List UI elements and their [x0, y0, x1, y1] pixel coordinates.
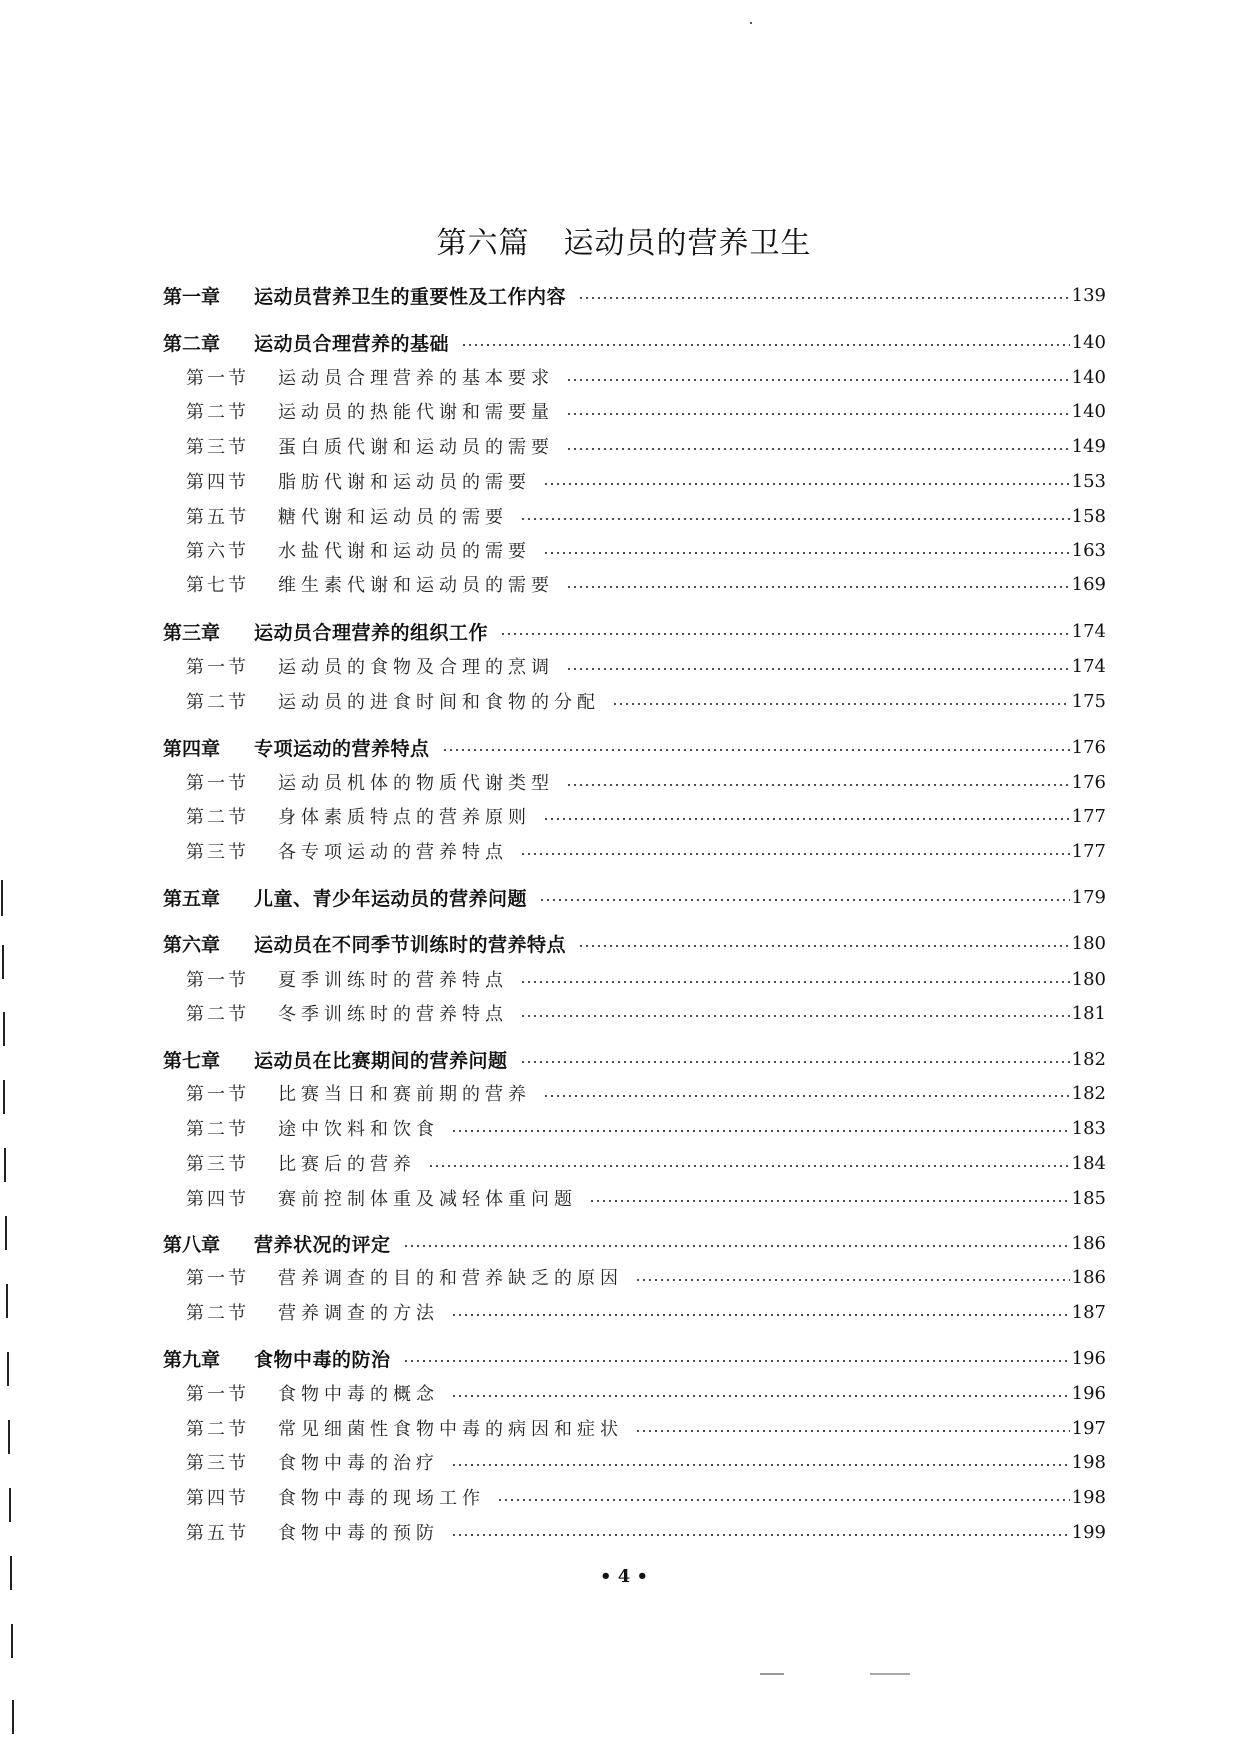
page-number: 176	[1071, 736, 1106, 758]
section-label: 第三节	[186, 842, 249, 863]
section-label: 第一节	[186, 1384, 249, 1405]
section-label: 第五节	[186, 1523, 249, 1544]
toc-section-row[interactable]	[0, 1299, 1248, 1325]
dot-leader	[500, 633, 1070, 635]
toc-section-row[interactable]	[0, 1150, 1248, 1176]
margin-mark	[9, 1488, 11, 1522]
page-number: 158	[1071, 505, 1106, 527]
scan-speck	[870, 1673, 910, 1675]
dot-leader	[566, 784, 1070, 786]
page-number: 185	[1071, 1187, 1106, 1209]
dot-leader	[566, 668, 1070, 670]
chapter-label: 第一章	[163, 285, 221, 308]
section-title: 身体素质特点的营养原则	[278, 807, 531, 828]
section-label: 第三节	[186, 1154, 249, 1175]
section-title: 蛋白质代谢和运动员的需要	[278, 437, 554, 458]
dot-leader	[451, 1464, 1070, 1466]
section-label: 第四节	[186, 472, 249, 493]
chapter-label: 第九章	[163, 1348, 221, 1371]
page-number-footer: • 4 •	[599, 1566, 649, 1587]
section-label: 第三节	[186, 1453, 249, 1474]
section-label: 第六节	[186, 541, 249, 562]
dot-leader	[497, 1499, 1070, 1501]
toc-section-row[interactable]	[0, 1519, 1248, 1545]
page-number: 183	[1071, 1117, 1106, 1139]
margin-mark	[11, 1624, 13, 1658]
toc-section-row[interactable]	[0, 433, 1248, 459]
chapter-title: 运动员合理营养的基础	[254, 332, 450, 355]
section-title: 食物中毒的治疗	[278, 1453, 439, 1474]
page-number: 186	[1071, 1232, 1106, 1254]
section-label: 第四节	[186, 1189, 249, 1210]
margin-mark	[4, 1148, 6, 1182]
dot-leader	[566, 379, 1070, 381]
page-number: 169	[1071, 573, 1106, 595]
page-number: 186	[1071, 1266, 1106, 1288]
section-title: 糖代谢和运动员的需要	[278, 507, 508, 528]
page-number: 175	[1071, 690, 1106, 712]
chapter-title: 食物中毒的防治	[254, 1348, 391, 1371]
section-label: 第一节	[186, 970, 249, 991]
section-title: 食物中毒的概念	[278, 1384, 439, 1405]
toc-section-row[interactable]	[0, 364, 1248, 390]
toc-chapter-row[interactable]	[0, 884, 1248, 910]
chapter-label: 第二章	[163, 332, 221, 355]
page-number: 197	[1071, 1417, 1106, 1439]
toc-section-row[interactable]	[0, 1000, 1248, 1026]
section-title: 常见细菌性食物中毒的病因和症状	[278, 1419, 623, 1440]
chapter-label: 第三章	[163, 621, 221, 644]
dot-leader	[612, 703, 1070, 705]
margin-mark	[3, 1012, 5, 1046]
toc-section-row[interactable]	[0, 1115, 1248, 1141]
dot-leader	[566, 413, 1070, 415]
page-number: 181	[1071, 1002, 1106, 1024]
section-title: 赛前控制体重及减轻体重问题	[278, 1189, 577, 1210]
toc-chapter-row[interactable]	[0, 930, 1248, 956]
section-label: 第二节	[186, 807, 249, 828]
dot-leader	[520, 981, 1070, 983]
toc-section-row[interactable]	[0, 1185, 1248, 1211]
page-number: 199	[1071, 1521, 1106, 1543]
toc-section-row[interactable]	[0, 966, 1248, 992]
toc-section-row[interactable]	[0, 398, 1248, 424]
page-number: 198	[1071, 1451, 1106, 1473]
page-number: 179	[1071, 886, 1106, 908]
section-title: 运动员合理营养的基本要求	[278, 368, 554, 389]
page-number: 176	[1071, 771, 1106, 793]
chapter-label: 第八章	[163, 1233, 221, 1256]
section-label: 第一节	[186, 1268, 249, 1289]
dot-leader	[461, 344, 1070, 346]
toc-chapter-row[interactable]	[0, 1046, 1248, 1072]
dot-leader	[451, 1534, 1070, 1536]
chapter-title: 运动员合理营养的组织工作	[254, 621, 489, 644]
margin-mark	[7, 1352, 9, 1386]
page-number: 174	[1071, 655, 1106, 677]
dot-leader	[578, 297, 1070, 299]
toc-section-row[interactable]	[0, 1415, 1248, 1441]
section-label: 第二节	[186, 1119, 249, 1140]
chapter-label: 第五章	[163, 887, 221, 910]
page-number: 163	[1071, 539, 1106, 561]
section-title: 比赛后的营养	[278, 1154, 416, 1175]
margin-mark	[2, 945, 4, 979]
section-title: 食物中毒的现场工作	[278, 1488, 485, 1509]
dot-leader	[566, 586, 1070, 588]
section-title: 运动员的热能代谢和需要量	[278, 402, 554, 423]
page-number: 180	[1071, 968, 1106, 990]
chapter-label: 第四章	[163, 737, 221, 760]
dot-leader	[520, 518, 1070, 520]
section-title: 各专项运动的营养特点	[278, 842, 508, 863]
section-title: 夏季训练时的营养特点	[278, 970, 508, 991]
page-number: 182	[1071, 1082, 1106, 1104]
toc-chapter-row[interactable]	[0, 329, 1248, 355]
dot-leader	[635, 1430, 1070, 1432]
dot-leader	[520, 1061, 1070, 1063]
page-number: 177	[1071, 840, 1106, 862]
dot-leader	[543, 552, 1070, 554]
page-number: 140	[1071, 400, 1106, 422]
section-label: 第一节	[186, 368, 249, 389]
chapter-title: 运动员在不同季节训练时的营养特点	[254, 933, 567, 956]
section-label: 第一节	[186, 773, 249, 794]
page-number: 149	[1071, 435, 1106, 457]
page-number: 153	[1071, 470, 1106, 492]
margin-mark	[6, 1284, 8, 1318]
dot-leader	[451, 1130, 1070, 1132]
chapter-title: 营养状况的评定	[254, 1233, 391, 1256]
section-title: 营养调查的方法	[278, 1303, 439, 1324]
scan-speck	[760, 1673, 784, 1675]
toc-section-row[interactable]	[0, 838, 1248, 864]
scan-speck	[750, 22, 752, 24]
section-label: 第二节	[186, 1303, 249, 1324]
page-number: 198	[1071, 1486, 1106, 1508]
toc-chapter-row[interactable]	[0, 1345, 1248, 1371]
page-number: 174	[1071, 620, 1106, 642]
section-title: 冬季训练时的营养特点	[278, 1004, 508, 1025]
margin-mark	[12, 1700, 14, 1734]
part-title	[0, 218, 1248, 262]
section-label: 第二节	[186, 1004, 249, 1025]
section-label: 第一节	[186, 1084, 249, 1105]
chapter-title: 运动员在比赛期间的营养问题	[254, 1049, 508, 1072]
section-title: 营养调查的目的和营养缺乏的原因	[278, 1268, 623, 1289]
section-label: 第二节	[186, 1419, 249, 1440]
margin-mark	[3, 1080, 5, 1114]
section-label: 第二节	[186, 402, 249, 423]
section-title: 运动员机体的物质代谢类型	[278, 773, 554, 794]
toc-section-row[interactable]	[0, 503, 1248, 529]
toc-chapter-row[interactable]	[0, 618, 1248, 644]
page-number: 184	[1071, 1152, 1106, 1174]
part-name: 运动员的营养卫生	[563, 226, 812, 261]
dot-leader	[520, 1015, 1070, 1017]
part-number: 第六篇	[436, 226, 530, 261]
dot-leader	[451, 1395, 1070, 1397]
toc-section-row[interactable]	[0, 1449, 1248, 1475]
toc-section-row[interactable]	[0, 537, 1248, 563]
section-title: 水盐代谢和运动员的需要	[278, 541, 531, 562]
dot-leader	[520, 853, 1070, 855]
dot-leader	[543, 1095, 1070, 1097]
page-number: 177	[1071, 805, 1106, 827]
toc-section-row[interactable]	[0, 468, 1248, 494]
section-label: 第一节	[186, 657, 249, 678]
dot-leader	[578, 945, 1070, 947]
dot-leader	[539, 899, 1070, 901]
margin-mark	[1, 880, 3, 916]
toc-section-row[interactable]	[0, 653, 1248, 679]
toc-section-row[interactable]	[0, 1080, 1248, 1106]
toc-chapter-row[interactable]	[0, 282, 1248, 308]
toc-section-row[interactable]	[0, 1264, 1248, 1290]
page-number: 139	[1071, 284, 1106, 306]
toc-chapter-row[interactable]	[0, 1230, 1248, 1256]
page-number: 140	[1071, 366, 1106, 388]
section-title: 途中饮料和饮食	[278, 1119, 439, 1140]
toc-section-row[interactable]	[0, 571, 1248, 597]
page-number: 187	[1071, 1301, 1106, 1323]
page-number: 196	[1071, 1382, 1106, 1404]
section-label: 第三节	[186, 437, 249, 458]
chapter-label: 第七章	[163, 1049, 221, 1072]
dot-leader	[451, 1314, 1070, 1316]
margin-mark	[5, 1216, 7, 1250]
dot-leader	[589, 1200, 1070, 1202]
dot-leader	[428, 1165, 1070, 1167]
toc-section-row[interactable]	[0, 1484, 1248, 1510]
dot-leader	[543, 483, 1070, 485]
section-label: 第五节	[186, 507, 249, 528]
dot-leader	[566, 448, 1070, 450]
dot-leader	[635, 1279, 1070, 1281]
page-number: 180	[1071, 932, 1106, 954]
dot-leader	[403, 1245, 1070, 1247]
section-title: 比赛当日和赛前期的营养	[278, 1084, 531, 1105]
page-number: 196	[1071, 1347, 1106, 1369]
chapter-title: 运动员营养卫生的重要性及工作内容	[254, 285, 567, 308]
toc-section-row[interactable]	[0, 803, 1248, 829]
section-label: 第四节	[186, 1488, 249, 1509]
toc-section-row[interactable]	[0, 688, 1248, 714]
dot-leader	[543, 818, 1070, 820]
section-title: 食物中毒的预防	[278, 1523, 439, 1544]
dot-leader	[442, 749, 1070, 751]
page-number: 182	[1071, 1048, 1106, 1070]
section-title: 运动员的食物及合理的烹调	[278, 657, 554, 678]
toc-section-row[interactable]	[0, 769, 1248, 795]
page-number: 140	[1071, 331, 1106, 353]
chapter-label: 第六章	[163, 933, 221, 956]
chapter-title: 专项运动的营养特点	[254, 737, 430, 760]
chapter-title: 儿童、青少年运动员的营养问题	[254, 887, 528, 910]
section-title: 脂肪代谢和运动员的需要	[278, 472, 531, 493]
margin-mark	[8, 1420, 10, 1454]
toc-section-row[interactable]	[0, 1380, 1248, 1406]
section-label: 第二节	[186, 692, 249, 713]
section-title: 维生素代谢和运动员的需要	[278, 575, 554, 596]
section-label: 第七节	[186, 575, 249, 596]
section-title: 运动员的进食时间和食物的分配	[278, 692, 600, 713]
dot-leader	[403, 1360, 1070, 1362]
toc-chapter-row[interactable]	[0, 734, 1248, 760]
margin-mark	[10, 1556, 12, 1590]
